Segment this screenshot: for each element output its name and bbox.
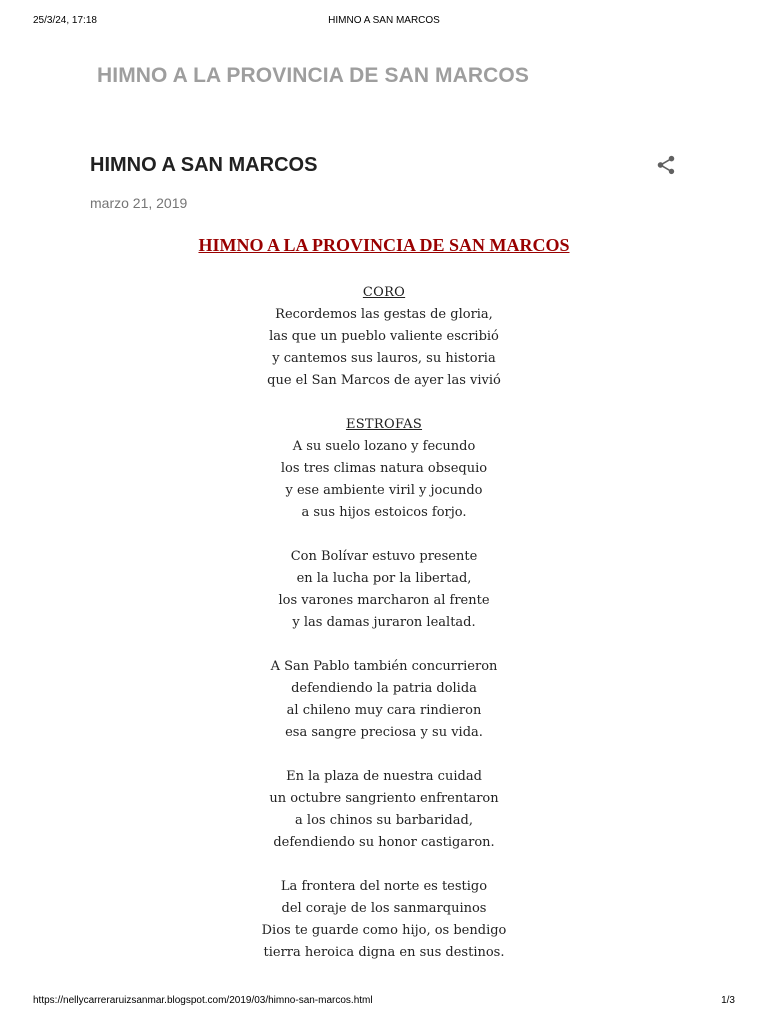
verse-line: Recordemos las gestas de gloria, xyxy=(275,307,493,322)
verse-line: y las damas juraron lealtad. xyxy=(292,615,476,630)
verse-line: los tres climas natura obsequio xyxy=(280,461,488,476)
verse-line: y ese ambiente viril y jocundo xyxy=(285,483,483,498)
verse-line: del coraje de los sanmarquinos xyxy=(281,901,487,916)
verse-line: A San Pablo también concurrieron xyxy=(270,659,498,674)
verse-line: A su suelo lozano y fecundo xyxy=(292,439,476,454)
post-title: HIMNO A SAN MARCOS xyxy=(90,154,318,176)
print-datetime: 25/3/24, 17:18 xyxy=(33,15,97,26)
estrofa-2 xyxy=(90,546,678,634)
estrofa-4 xyxy=(90,766,678,854)
estrofas-heading: ESTROFAS xyxy=(345,417,423,432)
post-date[interactable]: marzo 21, 2019 xyxy=(90,195,188,211)
verse-line: En la plaza de nuestra cuidad xyxy=(286,769,482,784)
verse-line: Dios te guarde como hijo, os bendigo xyxy=(261,923,507,938)
print-document-title: HIMNO A SAN MARCOS xyxy=(328,15,440,26)
verse-line: un octubre sangriento enfrentaron xyxy=(269,791,499,806)
estrofa-3 xyxy=(90,656,678,744)
hymn-title: HIMNO A LA PROVINCIA DE SAN MARCOS xyxy=(198,235,570,255)
blog-title[interactable]: HIMNO A LA PROVINCIA DE SAN MARCOS xyxy=(97,64,529,87)
verse-line: Con Bolívar estuvo presente xyxy=(290,549,478,564)
print-header xyxy=(33,15,735,29)
print-footer xyxy=(33,995,735,1009)
verse-line: defendiendo su honor castigaron. xyxy=(273,835,495,850)
estrofa-5 xyxy=(90,876,678,964)
verse-line: defendiendo la patria dolida xyxy=(291,681,477,696)
print-page-number: 1/3 xyxy=(721,995,735,1006)
post-body xyxy=(90,232,678,986)
verse-line: tierra heroica digna en sus destinos. xyxy=(263,945,505,960)
verse-line: las que un pueblo valiente escribió xyxy=(269,329,499,344)
verse-line: que el San Marcos de ayer las vivió xyxy=(267,373,501,388)
coro-section xyxy=(90,282,678,392)
verse-line: esa sangre preciosa y su vida. xyxy=(285,725,483,740)
verse-line: La frontera del norte es testigo xyxy=(280,879,488,894)
print-url: https://nellycarreraruizsanmar.blogspot.com/2019/03/himno-san-marcos.html xyxy=(33,995,373,1006)
verse-line: los varones marcharon al frente xyxy=(278,593,490,608)
verse-line: al chileno muy cara rindieron xyxy=(286,703,482,718)
verse-line: a sus hijos estoicos forjo. xyxy=(301,505,467,520)
share-icon[interactable] xyxy=(655,154,677,176)
verse-line: y cantemos sus lauros, su historia xyxy=(272,351,496,366)
verse-line: en la lucha por la libertad, xyxy=(296,571,472,586)
coro-heading: CORO xyxy=(362,285,406,300)
share-icon-graphic xyxy=(655,154,677,176)
estrofa-1 xyxy=(90,414,678,524)
verse-line: a los chinos su barbaridad, xyxy=(295,813,473,828)
